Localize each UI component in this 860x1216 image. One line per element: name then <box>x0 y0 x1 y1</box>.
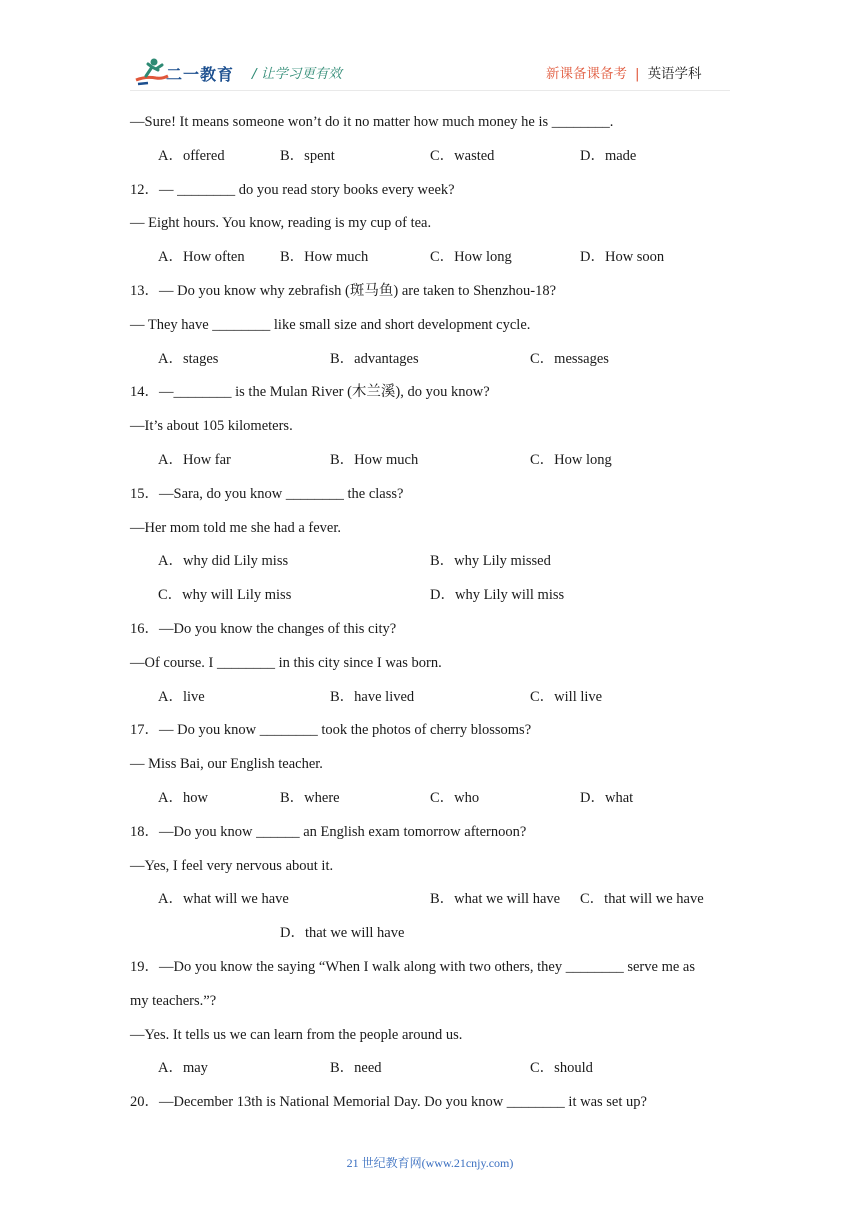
options-row <box>130 786 730 820</box>
options-row <box>130 347 730 381</box>
question-text-line: — They have ________ like small size and short development cycle. <box>130 316 531 333</box>
answer-option: D．that we will have <box>280 925 405 942</box>
answer-option: D．why Lily will miss <box>430 587 565 604</box>
answer-option: A．How often <box>158 249 245 266</box>
question-list <box>130 110 730 1124</box>
header-right <box>546 62 702 82</box>
question-text-line: 20．—December 13th is National Memorial Day. Do you know ________ it was set up? <box>130 1094 647 1111</box>
options-row <box>130 887 730 921</box>
options-row <box>130 448 730 482</box>
options-row <box>130 685 730 719</box>
answer-option: B．where <box>280 789 340 806</box>
answer-option: C．who <box>430 789 480 806</box>
answer-option: D．made <box>580 147 637 164</box>
options-row <box>130 921 730 955</box>
answer-option: C．will live <box>530 688 603 705</box>
answer-option: B．why Lily missed <box>430 553 551 570</box>
answer-option: A．why did Lily miss <box>158 553 289 570</box>
header-divider <box>130 90 730 91</box>
answer-option: A．offered <box>158 147 225 164</box>
logo <box>132 56 244 90</box>
answer-option: A．How far <box>158 451 231 468</box>
answer-option: A．stages <box>158 350 219 367</box>
options-row <box>130 549 730 583</box>
answer-option: C．wasted <box>430 147 495 164</box>
page-footer: 21 世纪教育网(www.21cnjy.com) <box>346 1156 514 1170</box>
question-text-line: —It’s about 105 kilometers. <box>130 418 293 435</box>
question-text-line: — Miss Bai, our English teacher. <box>130 756 323 773</box>
answer-option: A．live <box>158 688 205 705</box>
options-row <box>130 1056 730 1090</box>
answer-option: A．how <box>158 789 208 806</box>
answer-option: B．How much <box>330 451 419 468</box>
course-label: 新课备课备考 <box>546 66 627 82</box>
question-text-line: 19．—Do you know the saying “When I walk along with two others, they ________ serve me as <box>130 958 695 975</box>
question-text-line: —Of course. I ________ in this city since I was born. <box>130 654 442 671</box>
question-text-line: —Yes. It tells us we can learn from the people around us. <box>130 1026 463 1043</box>
options-row <box>130 245 730 279</box>
answer-option: D．How soon <box>580 249 665 266</box>
options-row <box>130 144 730 178</box>
answer-option: C．How long <box>430 249 512 266</box>
question-text-line: 14．—________ is the Mulan River (木兰溪), do you know? <box>130 384 490 401</box>
question-text-line: —Sure! It means someone won’t do it no matter how much money he is ________. <box>130 114 614 130</box>
question-text-line: 15．—Sara, do you know ________ the class? <box>130 485 404 502</box>
answer-option: B．have lived <box>330 688 415 705</box>
question-text-line: —Her mom told me she had a fever. <box>130 519 341 536</box>
answer-option: A．may <box>158 1060 208 1077</box>
question-text-line: 17．— Do you know ________ took the photos of cherry blossoms? <box>130 722 532 739</box>
answer-option: B．advantages <box>330 350 419 367</box>
answer-option: B．need <box>330 1060 382 1077</box>
page-header <box>0 0 860 100</box>
answer-option: C．that will we have <box>580 891 704 908</box>
question-text-line: — Eight hours. You know, reading is my cup of tea. <box>130 215 432 232</box>
answer-option: A．what will we have <box>158 891 289 908</box>
options-row <box>130 583 730 617</box>
answer-option: C．How long <box>530 451 612 468</box>
answer-option: D．what <box>580 789 634 806</box>
question-text-line: —Yes, I feel very nervous about it. <box>130 857 334 874</box>
answer-option: B．what we will have <box>430 891 561 908</box>
question-text-line: 18．—Do you know ______ an English exam tomorrow afternoon? <box>130 823 527 840</box>
question-text-line: 12．— ________ do you read story books every week? <box>130 181 455 198</box>
answer-option: C．messages <box>530 350 609 367</box>
header-separator: | <box>635 66 640 82</box>
answer-option: C．should <box>530 1060 593 1077</box>
answer-option: B．spent <box>280 147 335 164</box>
answer-option: B．How much <box>280 249 369 266</box>
question-text-line: 13．— Do you know why zebrafish (斑马鱼) are taken to Shenzhou-18? <box>130 282 557 299</box>
logo-text: 二一教育 <box>166 65 235 84</box>
answer-option: C．why will Lily miss <box>158 587 292 604</box>
question-text-line: 16．—Do you know the changes of this city? <box>130 620 397 637</box>
slogan: / 让学习更有效 <box>252 66 342 82</box>
subject-label: 英语学科 <box>647 66 702 82</box>
question-text-line: my teachers.”? <box>130 992 217 1009</box>
